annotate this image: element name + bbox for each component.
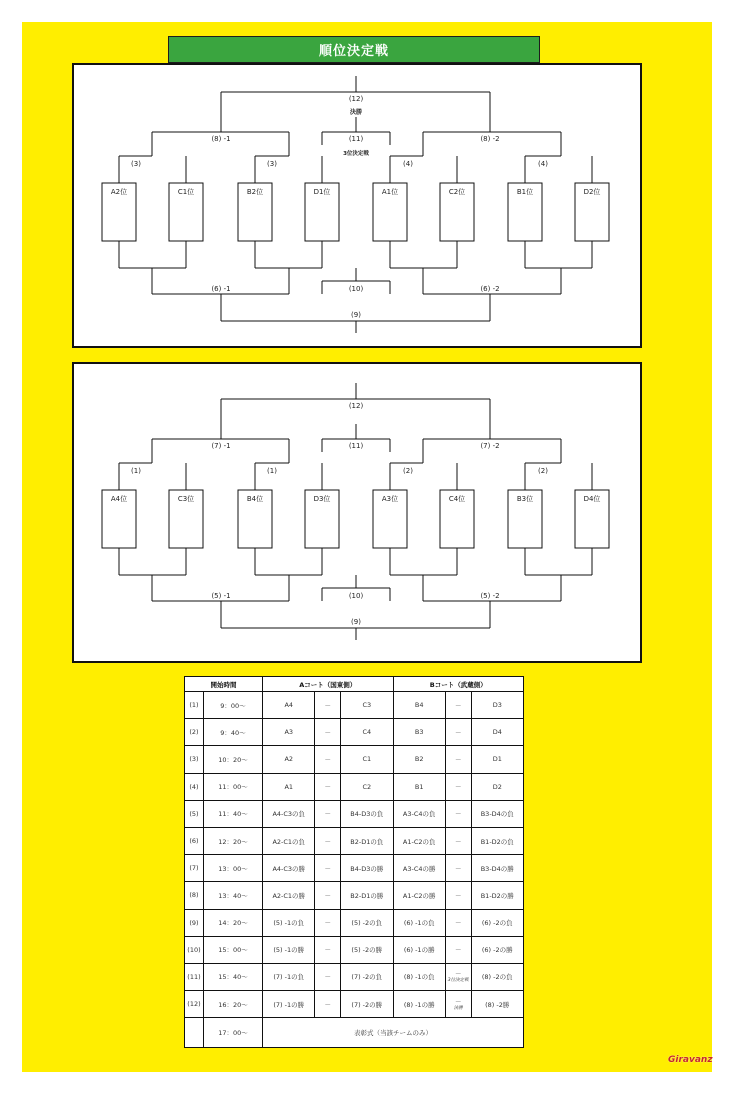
semi-right-label: (7) -2 <box>480 442 500 450</box>
court-a-separator <box>315 963 341 990</box>
qf-label-1: (1) <box>131 467 141 475</box>
court-a-separator <box>315 746 341 773</box>
lower-center-label: (10) <box>348 592 364 600</box>
court-b-team2 <box>471 827 523 854</box>
court-a-separator-text: － <box>324 728 332 737</box>
header-court-b: Bコート（武蔵側） <box>393 677 524 692</box>
match-number-text: (8) <box>189 891 199 900</box>
court-a-team2-text: C3 <box>362 701 372 710</box>
court-b-team2-text: B3-D4の負 <box>480 810 514 819</box>
court-b-separator-text: － <box>454 783 462 792</box>
court-a-team2 <box>341 855 393 882</box>
court-b-team1 <box>393 855 445 882</box>
team-name-1: A4位 <box>110 495 128 503</box>
court-b-team1 <box>393 909 445 936</box>
match-number-text: (12) <box>187 1000 201 1009</box>
semi-left-label: (7) -1 <box>211 442 231 450</box>
court-a-team2-text: (5) -2の負 <box>351 919 383 928</box>
court-a-separator-text: － <box>324 864 332 873</box>
court-a-team1-text: (5) -1の負 <box>273 919 305 928</box>
schedule-table <box>184 676 524 1048</box>
court-b-separator-text: － <box>454 997 462 1006</box>
final-match-label: (12) <box>348 95 364 103</box>
start-time <box>203 746 262 773</box>
court-a-team2 <box>341 692 393 719</box>
match-number <box>185 882 204 909</box>
court-a-separator-text: － <box>324 946 332 955</box>
court-b-team1 <box>393 746 445 773</box>
table-row <box>185 827 524 854</box>
court-b-separator <box>445 909 471 936</box>
giravanz-logo: Giravanz <box>668 1055 713 1065</box>
court-a-team1 <box>263 963 315 990</box>
court-a-team1-text: (7) -1の負 <box>273 973 305 982</box>
court-a-separator-text: － <box>324 891 332 900</box>
court-a-team2-text: B4-D3の負 <box>350 810 384 819</box>
court-a-team2 <box>341 827 393 854</box>
court-a-team2 <box>341 991 393 1018</box>
court-b-team2-text: (8) -2勝 <box>485 1000 510 1009</box>
court-b-team1 <box>393 719 445 746</box>
court-b-team1 <box>393 773 445 800</box>
match-number <box>185 719 204 746</box>
start-time-text: 15：40～ <box>218 973 248 982</box>
court-b-team1 <box>393 800 445 827</box>
header-start-time: 開始時間 <box>185 677 263 692</box>
court-b-team1-text: A1-C2の勝 <box>402 891 436 900</box>
court-b-team1-text: B3 <box>414 728 424 737</box>
court-b-team2-text: B1-D2の勝 <box>480 891 514 900</box>
ceremony-row <box>185 1018 524 1048</box>
court-a-team2 <box>341 746 393 773</box>
team-name-4: D1位 <box>313 188 331 196</box>
court-a-separator <box>315 800 341 827</box>
court-a-separator <box>315 991 341 1018</box>
table-row <box>185 746 524 773</box>
table-row <box>185 692 524 719</box>
court-a-separator <box>315 719 341 746</box>
start-time-text: 14：20～ <box>218 919 248 928</box>
table-row <box>185 855 524 882</box>
court-b-team1 <box>393 936 445 963</box>
court-a-team1-text: A1 <box>284 782 294 791</box>
court-b-team2 <box>471 800 523 827</box>
court-a-team2-text: B2-D1の負 <box>350 837 384 846</box>
lower-left-label: (5) -1 <box>211 592 231 600</box>
court-a-team1 <box>263 692 315 719</box>
court-a-separator-text: － <box>324 810 332 819</box>
qf-label-1: (3) <box>131 160 141 168</box>
lower-left-label: (6) -1 <box>211 285 231 293</box>
court-a-team1 <box>263 746 315 773</box>
match-number <box>185 936 204 963</box>
court-b-team2 <box>471 991 523 1018</box>
court-a-team1 <box>263 773 315 800</box>
court-b-team2 <box>471 692 523 719</box>
semi-left-label: (8) -1 <box>211 135 231 143</box>
page-title: 順位決定戦 <box>168 36 540 63</box>
court-b-separator-text: － <box>454 837 462 846</box>
match-number <box>185 991 204 1018</box>
court-b-team1 <box>393 692 445 719</box>
start-time-text: 13：00～ <box>218 864 248 873</box>
court-b-separator <box>445 746 471 773</box>
start-time-text: 12：20～ <box>218 837 248 846</box>
court-b-separator <box>445 773 471 800</box>
team-name-6: C2位 <box>448 188 466 196</box>
lower-center-label: (10) <box>348 285 364 293</box>
start-time-text: 16：20～ <box>218 1000 248 1009</box>
start-time <box>203 719 262 746</box>
match-number <box>185 827 204 854</box>
team-name-5: A1位 <box>381 188 399 196</box>
court-b-separator <box>445 936 471 963</box>
ceremony-text: 表彰式（当該チームのみ） <box>263 1018 524 1048</box>
court-b-separator-text: － <box>454 864 462 873</box>
court-b-team2-text: (6) -2の負 <box>481 919 513 928</box>
court-b-team1-text: B4 <box>414 701 424 710</box>
court-b-team1 <box>393 827 445 854</box>
court-b-team2 <box>471 882 523 909</box>
court-a-separator-text: － <box>324 837 332 846</box>
court-b-team2 <box>471 746 523 773</box>
match-number-text: (2) <box>189 728 199 737</box>
court-b-team1-text: B2 <box>414 755 424 764</box>
court-a-team2 <box>341 800 393 827</box>
team-name-4: D3位 <box>313 495 331 503</box>
third-place-label: (11) <box>348 135 364 143</box>
court-b-team2 <box>471 719 523 746</box>
match-number-text: (11) <box>187 972 201 981</box>
match-number <box>185 746 204 773</box>
court-b-team1 <box>393 882 445 909</box>
court-a-team2-text: C2 <box>362 782 372 791</box>
court-a-team2 <box>341 882 393 909</box>
court-b-team2-text: D2 <box>492 782 502 791</box>
start-time <box>203 909 262 936</box>
match-number-text: (10) <box>187 945 201 954</box>
qf-label-4: (2) <box>538 467 548 475</box>
court-b-separator-text: － <box>454 755 462 764</box>
bottom-match-label: (9) <box>351 618 361 626</box>
court-b-separator-text: － <box>454 970 462 979</box>
court-a-team1-text: A4-C3の負 <box>272 810 306 819</box>
court-b-separator <box>445 719 471 746</box>
court-b-separator <box>445 963 471 990</box>
court-b-team2 <box>471 963 523 990</box>
start-time <box>203 936 262 963</box>
start-time-text: 11：00～ <box>218 783 248 792</box>
court-a-team1-text: A2-C1の負 <box>272 837 306 846</box>
court-b-team1-text: (6) -1の負 <box>403 919 435 928</box>
start-time-text: 11：40～ <box>218 810 248 819</box>
table-row <box>185 936 524 963</box>
court-a-team1 <box>263 909 315 936</box>
court-b-team2-text: (8) -2の負 <box>481 973 513 982</box>
bracket-panel-upper <box>72 63 642 348</box>
qf-label-4: (4) <box>538 160 548 168</box>
team-name-5: A3位 <box>381 495 399 503</box>
start-time-text: 9：40～ <box>220 728 246 737</box>
court-b-team2-text: D1 <box>492 755 502 764</box>
ceremony-time: 17：00～ <box>203 1018 262 1048</box>
court-b-separator-text: － <box>454 946 462 955</box>
court-a-separator <box>315 882 341 909</box>
table-row <box>185 800 524 827</box>
start-time <box>203 800 262 827</box>
court-b-team2-text: B3-D4の勝 <box>480 864 514 873</box>
court-a-team1 <box>263 991 315 1018</box>
start-time <box>203 991 262 1018</box>
court-b-team1-text: (8) -1の勝 <box>403 1000 435 1009</box>
start-time <box>203 827 262 854</box>
court-a-separator-text: － <box>324 755 332 764</box>
match-number <box>185 773 204 800</box>
third-place-label: (11) <box>348 442 364 450</box>
qf-label-3: (2) <box>403 467 413 475</box>
court-b-team1-text: (8) -1の負 <box>403 973 435 982</box>
court-a-separator-text: － <box>324 1000 332 1009</box>
court-b-separator-text: － <box>454 728 462 737</box>
court-a-team2-text: (7) -2の勝 <box>351 1000 383 1009</box>
match-number-text: (5) <box>189 809 199 818</box>
court-b-separator <box>445 991 471 1018</box>
match-number-text: (3) <box>189 755 199 764</box>
table-row <box>185 719 524 746</box>
court-b-team1-text: B1 <box>414 782 424 791</box>
match-note: 3位決定戦 <box>447 978 469 984</box>
table-row <box>185 991 524 1018</box>
court-a-team1 <box>263 827 315 854</box>
court-b-team2 <box>471 909 523 936</box>
header-court-a: Aコート（国東側） <box>263 677 393 692</box>
third-place-title: 3位決定戦 <box>343 151 369 157</box>
court-b-team1-text: A3-C4の勝 <box>402 864 436 873</box>
table-row <box>185 882 524 909</box>
match-number-text: (9) <box>189 918 199 927</box>
lower-right-label: (5) -2 <box>480 592 500 600</box>
team-name-8: D2位 <box>583 188 601 196</box>
team-name-3: B2位 <box>246 188 264 196</box>
court-b-team2-text: D4 <box>492 728 502 737</box>
court-b-team1-text: A3-C4の負 <box>402 810 436 819</box>
court-a-team2-text: (7) -2の負 <box>351 973 383 982</box>
team-name-3: B4位 <box>246 495 264 503</box>
start-time <box>203 692 262 719</box>
team-name-2: C3位 <box>177 495 195 503</box>
match-note: 決勝 <box>453 1005 463 1011</box>
match-number <box>185 855 204 882</box>
bracket-diagram-upper <box>74 65 640 346</box>
court-a-team2 <box>341 773 393 800</box>
court-a-team1-text: A3 <box>284 728 294 737</box>
court-b-separator-text: － <box>454 810 462 819</box>
court-b-team1 <box>393 991 445 1018</box>
court-a-team1 <box>263 719 315 746</box>
start-time <box>203 882 262 909</box>
court-a-team1-text: (7) -1の勝 <box>273 1000 305 1009</box>
court-a-separator <box>315 909 341 936</box>
match-number-text: (4) <box>189 782 199 791</box>
bracket-diagram-lower <box>74 364 640 661</box>
court-b-separator <box>445 882 471 909</box>
court-b-team2-text: (6) -2の勝 <box>481 946 513 955</box>
start-time <box>203 963 262 990</box>
court-a-separator-text: － <box>324 973 332 982</box>
court-a-separator <box>315 773 341 800</box>
qf-label-3: (4) <box>403 160 413 168</box>
court-b-team1 <box>393 963 445 990</box>
team-name-2: C1位 <box>177 188 195 196</box>
court-a-team2-text: B4-D3の勝 <box>350 864 384 873</box>
match-number-text: (6) <box>189 837 199 846</box>
court-a-team2-text: (5) -2の勝 <box>351 946 383 955</box>
court-b-separator <box>445 855 471 882</box>
court-b-team2 <box>471 936 523 963</box>
court-a-separator-text: － <box>324 701 332 710</box>
team-name-7: B1位 <box>516 188 534 196</box>
team-name-8: D4位 <box>583 495 601 503</box>
court-a-team2 <box>341 963 393 990</box>
team-name-6: C4位 <box>448 495 466 503</box>
court-a-team1 <box>263 882 315 909</box>
court-a-team1-text: A4 <box>284 701 294 710</box>
court-a-separator <box>315 827 341 854</box>
court-b-separator-text: － <box>454 701 462 710</box>
table-row <box>185 963 524 990</box>
match-number <box>185 909 204 936</box>
court-b-team2-text: D3 <box>492 701 502 710</box>
court-a-separator <box>315 692 341 719</box>
table-row <box>185 773 524 800</box>
court-a-team2-text: C4 <box>362 728 372 737</box>
court-a-team1 <box>263 936 315 963</box>
table-row <box>185 909 524 936</box>
lower-right-label: (6) -2 <box>480 285 500 293</box>
court-a-team1-text: A2-C1の勝 <box>272 891 306 900</box>
court-a-separator <box>315 936 341 963</box>
court-b-team1-text: (6) -1の勝 <box>403 946 435 955</box>
start-time-text: 13：40～ <box>218 891 248 900</box>
court-a-team1-text: A2 <box>284 755 294 764</box>
court-a-team1 <box>263 855 315 882</box>
semi-right-label: (8) -2 <box>480 135 500 143</box>
court-b-team2 <box>471 773 523 800</box>
court-a-team1-text: (5) -1の勝 <box>273 946 305 955</box>
court-a-separator-text: － <box>324 919 332 928</box>
court-a-team2 <box>341 909 393 936</box>
court-b-separator-text: － <box>454 919 462 928</box>
court-a-team2-text: C1 <box>362 755 372 764</box>
start-time-text: 10：20～ <box>218 755 248 764</box>
court-a-separator <box>315 855 341 882</box>
start-time <box>203 855 262 882</box>
team-name-1: A2位 <box>110 188 128 196</box>
court-a-team2 <box>341 936 393 963</box>
team-name-7: B3位 <box>516 495 534 503</box>
court-a-team2-text: B2-D1の勝 <box>350 891 384 900</box>
court-a-team1-text: A4-C3の勝 <box>272 864 306 873</box>
ceremony-number <box>185 1018 204 1048</box>
final-title: 決勝 <box>349 109 363 116</box>
court-b-separator <box>445 800 471 827</box>
court-b-separator <box>445 692 471 719</box>
match-number <box>185 963 204 990</box>
court-a-team1 <box>263 800 315 827</box>
court-b-team2-text: B1-D2の負 <box>480 837 514 846</box>
bracket-panel-lower <box>72 362 642 663</box>
start-time <box>203 773 262 800</box>
match-number-text: (1) <box>189 701 199 710</box>
match-number-text: (7) <box>189 864 199 873</box>
qf-label-2: (1) <box>267 467 277 475</box>
start-time-text: 15：00～ <box>218 946 248 955</box>
qf-label-2: (3) <box>267 160 277 168</box>
court-b-separator <box>445 827 471 854</box>
table-header-row <box>185 677 524 692</box>
bottom-match-label: (9) <box>351 311 361 319</box>
court-b-separator-text: － <box>454 891 462 900</box>
court-a-separator-text: － <box>324 783 332 792</box>
court-a-team2 <box>341 719 393 746</box>
final-match-label: (12) <box>348 402 364 410</box>
court-b-team1-text: A1-C2の負 <box>402 837 436 846</box>
court-b-team2 <box>471 855 523 882</box>
match-number <box>185 692 204 719</box>
start-time-text: 9：00～ <box>220 701 246 710</box>
match-number <box>185 800 204 827</box>
